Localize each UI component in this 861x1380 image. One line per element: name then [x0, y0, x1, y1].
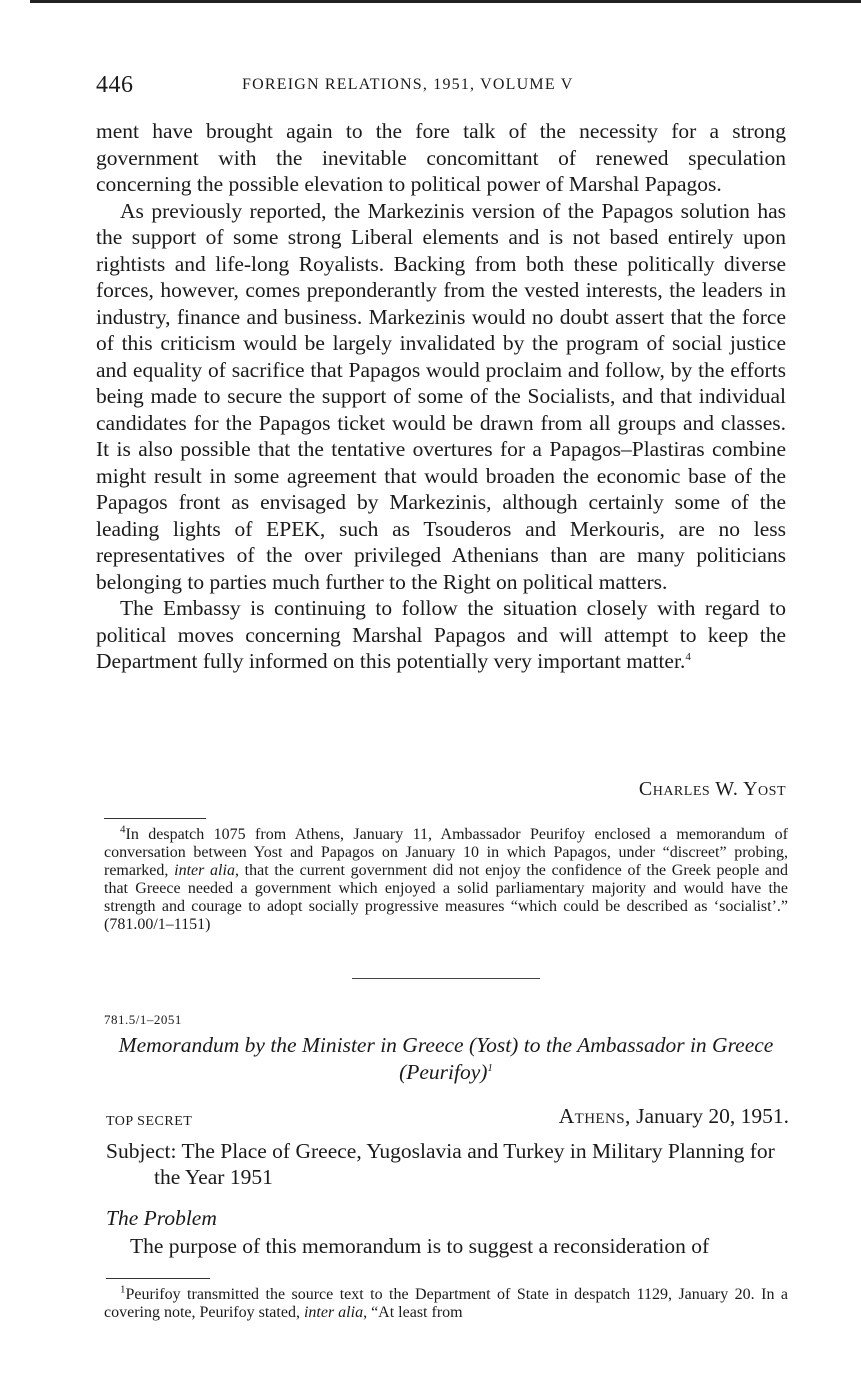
paragraph-markezinis: As previously reported, the Markezinis version of the Papagos solution has the support of some strong Liberal elements and is not based entirely upon rightists and life-long Royalists. Backing from both these politically diverse forces, however, comes preponderantly from the vested interests, the leaders in industry, finance and business. Markezinis would no doubt assert that the force of this criticism would be largely invalidated by the program of social justice and equality of sacrifice that Papagos would proclaim and follow, by the efforts being made to secure the support of some of the Socialists, and that individual candidates for the Papagos ticket would be drawn from all groups and classes. It is also possible that the tentative overtures for a Papagos–Plastiras combine might result in some agreement that would broaden the economic base of the Papagos front as envisaged by Markezinis, although certainly some of the leading lights of EPEK, such as Tsouderos and Merkouris, are no less representatives of the over privileged Athenians than are many politicians belonging to parties much further to the Right on political matters. [96, 198, 786, 594]
footnote-4-mark: 4 [120, 823, 126, 836]
footnote-ref-4: 4 [685, 650, 691, 663]
footnote-4-text-a: In despatch 1075 from Athens, January 11, Ambassador Peurifoy enclosed a memorandum of conversation between Yost and Papagos on January 10 in which Papagos, under “discreet” probing, remarked, [104, 826, 788, 879]
page-header [96, 72, 786, 106]
footnote-1-italic: inter alia [303, 1304, 364, 1321]
page-left-edge [0, 0, 6, 1380]
footnote-4 [104, 823, 789, 934]
memorandum-first-line: The purpose of this memorandum is to suggest a reconsideration of [130, 1234, 710, 1258]
signature: Charles W. Yost [638, 778, 786, 800]
footnote-4-text-b: , that the current government did not enjoy the confidence of the Greek people and that Greece needed a government which enjoyed a solid parliamentary majority and would have the strength and courage to adopt socially progressive measures “which could be described as ‘socialist’.” (781.00/1–1151) [104, 862, 789, 933]
document-title [104, 1032, 788, 1086]
page-number: 446 [96, 72, 134, 98]
dateline-place: Athens, [558, 1104, 631, 1128]
file-number: 781.5/1–2051 [104, 1012, 182, 1027]
dateline [559, 1104, 789, 1129]
paragraph-continued: ment have brought again to the fore talk of the necessity for a strong government with the inevitable concomittant of renewed speculation concerning the possible elevation to political power of Marshal Papagos. [96, 119, 786, 196]
footnote-1-text-b: , “At least from [363, 1304, 463, 1321]
document-title-text: Memorandum by the Minister in Greece (Yost) to the Ambassador in Greece (Peurifoy) [118, 1033, 774, 1084]
footnote-1-mark: 1 [120, 1283, 126, 1296]
footnote-1 [104, 1283, 788, 1322]
page-edge-rule [30, 0, 861, 3]
section-heading: The Problem [106, 1206, 217, 1230]
body-text [96, 118, 786, 675]
footnote-rule [104, 818, 206, 819]
footnote-ref-1: 1 [487, 1061, 493, 1074]
subject-line: Subject: The Place of Greece, Yugoslavia and Turkey in Military Planning for the Year 1951 [106, 1139, 775, 1189]
footnote-1-text-a: Peurifoy transmitted the source text to the Department of State in despatch 1129, January 20. In a covering note, Peurifoy stated, [104, 1286, 788, 1321]
paragraph-embassy [96, 595, 786, 675]
dateline-date: January 20, 1951. [636, 1104, 789, 1128]
classification: TOP SECRET [106, 1114, 193, 1129]
section-divider [352, 978, 540, 979]
footnote-4-italic: inter alia [174, 862, 235, 879]
paragraph-embassy-text: The Embassy is continuing to follow the situation closely with regard to political moves concerning Marshal Papagos and will attempt to keep the Department fully informed on this potentially very important matter. [96, 596, 786, 673]
running-head: FOREIGN RELATIONS, 1951, VOLUME V [242, 76, 574, 93]
footnote-rule-2 [106, 1278, 210, 1279]
